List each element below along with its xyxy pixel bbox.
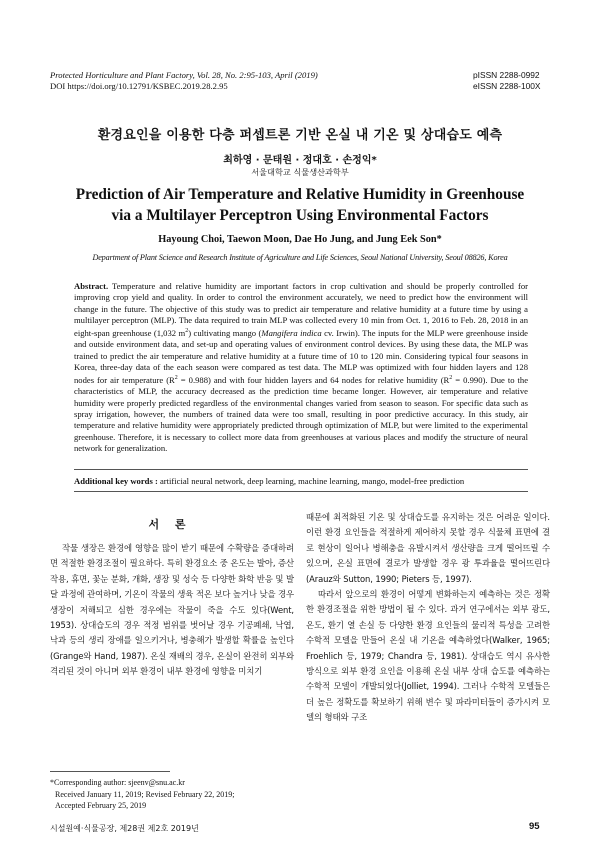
journal-header xyxy=(50,70,380,91)
abstract-text-5: = 0.990). Due to the characteristics of MLP, the accuracy decreased as the prediction time became longer. However, air temperature and relative humidity were properly predicted regardless of the environmental changes varied from season to season. For specific data such as spray irrigation, however, the numbers of trained data were too small, resulting in poor predictive accuracy. In this study, air temperature and relative humidity were appropriately predicted through optimization of MLP, but were limited to the experimental greenhouse. Therefore, it is necessary to collect more data from greenhouses at various places and modify the structure of neural network for generalization. xyxy=(74,375,529,453)
journal-citation: Protected Horticulture and Plant Factory, Vol. 28, No. 2:95-103, April (2019) xyxy=(50,70,318,80)
title-english xyxy=(40,184,560,226)
footer-journal: 시설원예·식물공장, 제28권 제2호 2019년 xyxy=(50,824,199,833)
abstract-text-2: ) cultivating mango ( xyxy=(188,328,262,339)
title-korean: 환경요인을 이용한 다층 퍼셉트론 기반 온실 내 기온 및 상대습도 예측 xyxy=(97,128,503,143)
footnote-rule xyxy=(50,771,170,772)
pissn: pISSN 2288-0992 xyxy=(473,70,540,80)
footnote xyxy=(50,777,300,812)
eissn: eISSN 2288-100X xyxy=(473,80,541,91)
abstract-sup-2: 2 xyxy=(174,375,178,382)
abstract-text-3: cv. Irwin). The inputs for the MLP were greenhouse inside and outside environment data, and set-up and operating values of environment control devices. By using these data, the MLP was trained to predict the air temperature and relative humidity at a future time of 10 to 120 min. Considering typical four seasons in Korea, three-day data of the each season were compared as test data. The MLP was optimized with four hidden layers and 128 nodes for air temperature (R xyxy=(74,328,528,386)
issn-block xyxy=(473,70,563,91)
abstract-species: Mangifera indica xyxy=(261,328,322,339)
keywords-text: artificial neural network, deep learning, machine learning, mango, model-free prediction xyxy=(159,476,465,486)
abstract-text-4: = 0.988) and with four hidden layers and 64 nodes for relative humidity (R xyxy=(177,375,450,386)
title-english-line2: via a Multilayer Perceptron Using Environmental Factors xyxy=(111,207,489,224)
section-heading-introduction: 서 론 xyxy=(148,518,192,531)
abstract-sup-3: 2 xyxy=(449,375,453,382)
corresponding-author: *Corresponding author: sjeenv@snu.ac.kr xyxy=(50,778,185,787)
body-right-paragraph-2: 따라서 앞으로의 환경이 어떻게 변화하는지 예측하는 것은 정확한 환경조절을 위한 방법이 될 수 있다. 과거 연구에서는 외부 광도, 온도, 환기 열 손실 등 다양한 환경 요인들의 물리적 특성을 고려한 수학적 모델을 만들어 온실 내 기온을 예측하였다(Walker, 1965; Froehlich 등, 1979; Chandra 등, 1981). 상대습도 역시 유사한 방식으로 외부 환경 요인을 이용해 온실 내부 상대 습도를 예측하는 수학적 모델이 개발되었다(Jolliet, 1994). 그러나 수학적 모델들은 더 높은 정확도를 확보하기 위해 변수 및 파라미터들이 증가시켜 모델의 형태와 구조 xyxy=(306,589,550,723)
title-english-line1: Prediction of Air Temperature and Relative Humidity in Greenhouse xyxy=(75,186,525,203)
abstract-sup-1: 2 xyxy=(185,328,189,335)
body-right-column xyxy=(306,510,550,726)
doi[interactable]: DOI https://doi.org/10.12791/KSBEC.2019.28.2.95 xyxy=(50,80,228,91)
keywords-label: Additional key words : xyxy=(74,476,158,486)
body-right-paragraph-1: 때문에 최적화된 기온 및 상대습도를 유지하는 것은 어려운 일이다. 이런 환경 요인들을 적절하게 제어하지 못할 경우 식물체 표면에 결로 현상이 일어나 병해충을 유발시켜서 생산량을 크게 떨어뜨릴 수 있으며, 온실 표면에 결로가 발생할 경우 광 투과율을 떨어뜨린다(Arauz와 Sutton, 1990; Pieters 등, 1997). xyxy=(306,512,550,584)
body-left-column: 작물 생장은 환경에 영향을 많이 받기 때문에 수확량을 증대하려면 적절한 환경조절이 필요하다. 특히 환경요소 중 온도는 발아, 증산작용, 휴면, 꽃눈 분화, 개화, 생장 및 성숙 등 다양한 화학 반응 및 발달 과정에 관여하며, 기온이 작물의 생육 적온 보다 높거나 낮을 경우 생장이 저해되고 심한 경우에는 작물이 죽을 수도 있다(Went, 1953). 상대습도의 경우 적정 범위를 벗어날 경우 기공폐쇄, 낙엽, 낙과 등의 생리 장애를 일으키거나, 병충해가 발생할 확률을 높인다(Grange와 Hand, 1987). 온실 재배의 경우, 온실이 완전히 외부와 격리된 것이 아니며 외부 환경이 내부 환경에 영향을 미치기 xyxy=(50,543,294,677)
accepted-date: Accepted February 25, 2019 xyxy=(55,801,147,810)
abstract xyxy=(74,281,528,454)
keywords-top-rule xyxy=(74,469,528,470)
keywords xyxy=(74,476,528,486)
affiliation-english: Department of Plant Science and Research Institute of Agriculture and Life Sciences, Seoul National University, Seoul 08826, Korea xyxy=(92,253,508,262)
abstract-text-1: Temperature and relative humidity are important factors in crop cultivation and should be properly controlled for improving crop yield and quality. In order to control the environment accurately, we need to predict how the environment will change in the future. The objective of this study was to predict air temperature and relative humidity at a future time by using a multilayer perceptron (MLP). The data required to train MLP was collected every 10 min from Oct. 1, 2016 to Feb. 28, 2018 in an eight-span greenhouse (1,032 m xyxy=(74,281,528,339)
authors-korean: 최하영 · 문태원 · 정대호 · 손정익* xyxy=(223,155,377,166)
abstract-label: Abstract. xyxy=(74,281,109,291)
affiliation-korean: 서울대학교 식물생산과학부 xyxy=(251,167,349,177)
page-number: 95 xyxy=(529,821,540,832)
received-date: Received January 11, 2019; Revised February 22, 2019; xyxy=(55,789,235,799)
keywords-bottom-rule xyxy=(74,491,528,492)
authors-english: Hayoung Choi, Taewon Moon, Dae Ho Jung, and Jung Eek Son* xyxy=(158,234,442,245)
